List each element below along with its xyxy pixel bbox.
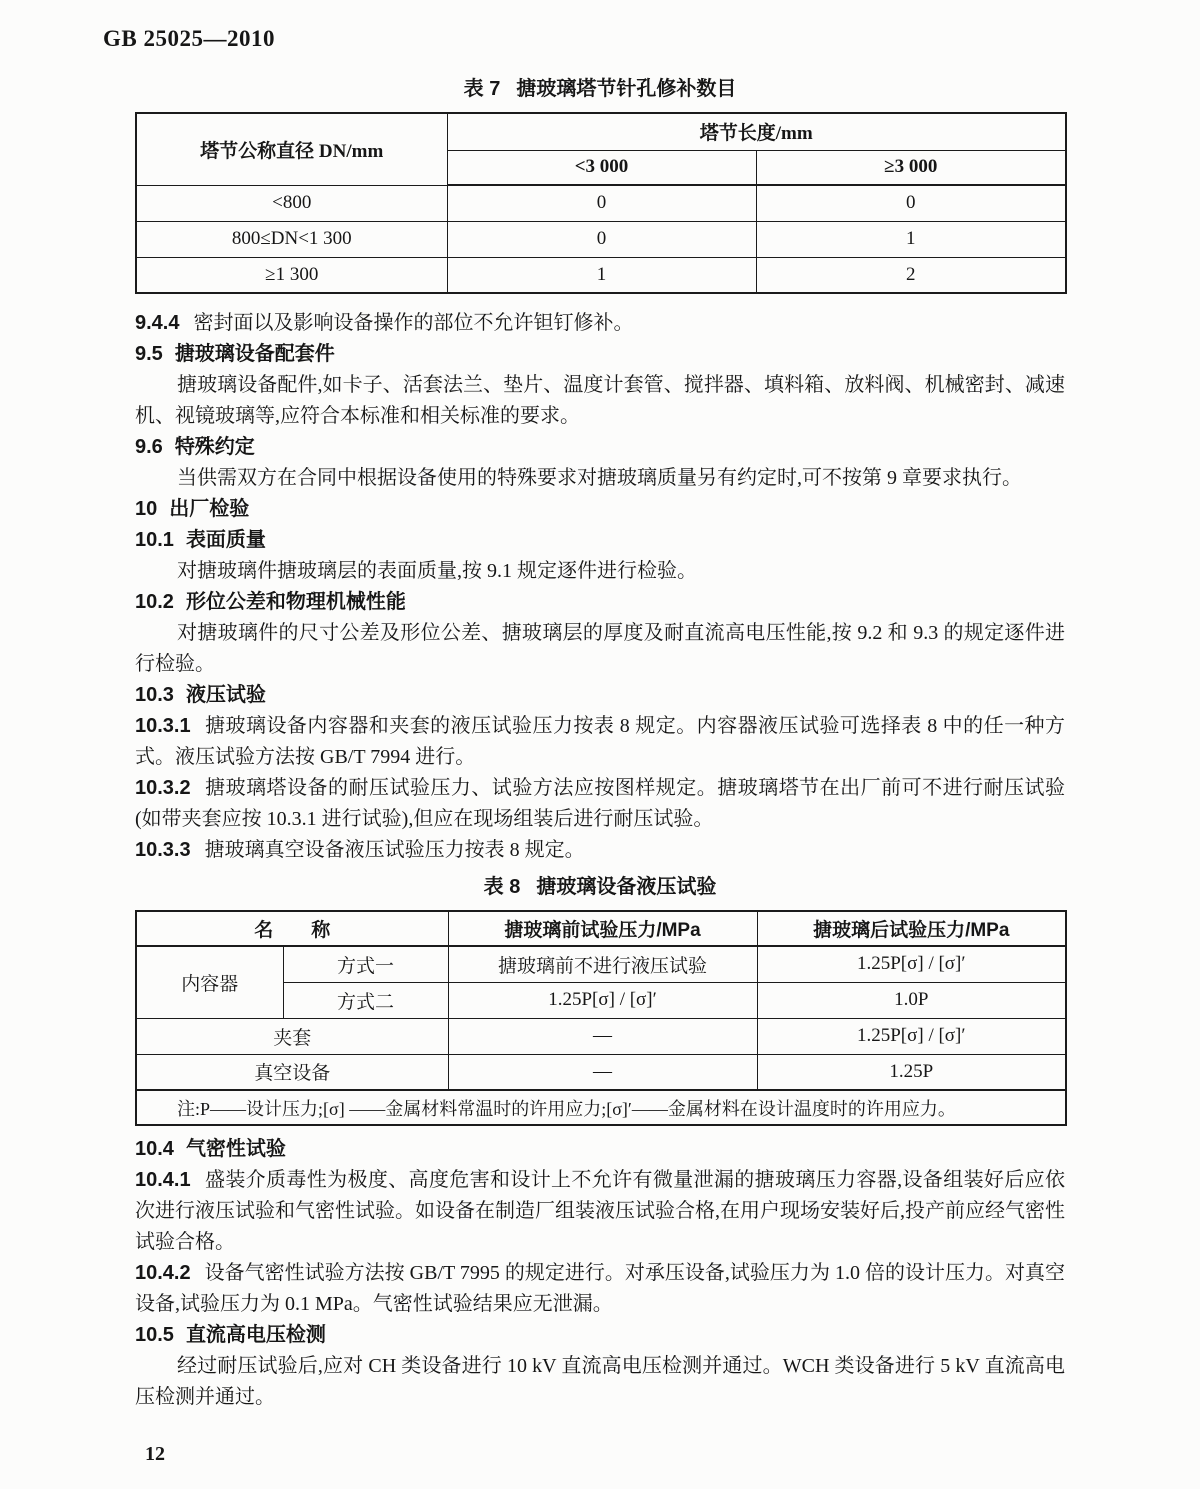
table7-number: 表 7	[463, 78, 501, 100]
table7-row	[136, 185, 1066, 221]
table7-cell-ge: 2	[756, 257, 1066, 293]
heading-10-3	[135, 680, 1065, 711]
table8-cell-mode2-pre: 1.25P[σ] / [σ]′	[448, 982, 757, 1018]
table7-cell-dn: <800	[136, 185, 447, 221]
clause-number: 10.3.1	[135, 715, 191, 737]
table8-cell-inner-vessel: 内容器	[136, 946, 283, 1018]
heading-number: 9.5	[135, 343, 163, 365]
table8-number: 表 8	[483, 876, 521, 898]
table7-cell-lt: 1	[447, 257, 756, 293]
heading-number: 10.3	[135, 684, 174, 706]
table8-row-mode1	[136, 946, 1066, 982]
heading-number: 10.4	[135, 1138, 174, 1160]
chapter-text: 出厂检验	[169, 498, 250, 520]
paragraph: 经过耐压试验后,应对 CH 类设备进行 10 kV 直流高电压检测并通过。WCH 类设备进行 5 kV 直流高电压检测并通过。	[135, 1355, 1065, 1408]
clause-10-4-1	[135, 1165, 1065, 1258]
table7-cell-lt: 0	[447, 185, 756, 221]
clause-number: 10.3.2	[135, 777, 191, 799]
body-section-2	[135, 1134, 1065, 1413]
table8-note: 注:P——设计压力;[σ] ——金属材料常温时的许用应力;[σ]′——金属材料在设计温度时的许用应力。	[136, 1090, 1066, 1125]
heading-text: 表面质量	[185, 529, 266, 551]
heading-text: 直流高电压检测	[185, 1324, 326, 1346]
clause-number: 10.3.3	[135, 839, 191, 861]
table7-caption: 搪玻璃塔节针孔修补数目	[516, 78, 737, 100]
table8-cell-jacket-post: 1.25P[σ] / [σ]′	[757, 1018, 1066, 1054]
table7-cell-ge: 0	[756, 185, 1066, 221]
chapter-10	[135, 494, 1065, 525]
clause-text: 搪玻璃真空设备液压试验压力按表 8 规定。	[204, 839, 585, 861]
table8-header-post: 搪玻璃后试验压力/MPa	[757, 911, 1066, 946]
heading-9-5	[135, 339, 1065, 370]
table8-cell-mode1-post: 1.25P[σ] / [σ]′	[757, 946, 1066, 982]
clause-number: 9.4.4	[135, 312, 180, 334]
table8-cell-vacuum-pre: —	[448, 1054, 757, 1090]
table7-header-diameter: 塔节公称直径 DN/mm	[136, 113, 447, 185]
paragraph: 搪玻璃设备配件,如卡子、活套法兰、垫片、温度计套管、搅拌器、填料箱、放料阀、机械密封、减速机、视镜玻璃等,应符合本标准和相关标准的要求。	[135, 374, 1065, 427]
chapter-number: 10	[135, 498, 158, 520]
table8-cell-jacket: 夹套	[136, 1018, 448, 1054]
table8-cell-jacket-pre: —	[448, 1018, 757, 1054]
table8-cell-mode1: 方式一	[283, 946, 448, 982]
clause-10-3-1	[135, 711, 1065, 773]
table8-caption: 搪玻璃设备液压试验	[536, 876, 717, 898]
table7-cell-dn: 800≤DN<1 300	[136, 221, 447, 257]
heading-number: 10.5	[135, 1324, 174, 1346]
heading-10-1	[135, 525, 1065, 556]
table8-cell-mode2-post: 1.0P	[757, 982, 1066, 1018]
heading-9-6	[135, 432, 1065, 463]
table8-note-row	[136, 1090, 1066, 1125]
table8-cell-vacuum-post: 1.25P	[757, 1054, 1066, 1090]
table8-cell-mode1-pre: 搪玻璃前不进行液压试验	[448, 946, 757, 982]
heading-text: 气密性试验	[185, 1138, 286, 1160]
table8-row-vacuum	[136, 1054, 1066, 1090]
table7-subheader-ge3000: ≥3 000	[756, 150, 1066, 185]
clause-text: 设备气密性试验方法按 GB/T 7995 的规定进行。对承压设备,试验压力为 1.0 倍的设计压力。对真空设备,试验压力为 0.1 MPa。气密性试验结果应无泄漏。	[135, 1262, 1065, 1315]
table8-cell-vacuum: 真空设备	[136, 1054, 448, 1090]
clause-10-3-3	[135, 835, 1065, 866]
table7-header-length: 塔节长度/mm	[447, 113, 1066, 150]
paragraph: 对搪玻璃件的尺寸公差及形位公差、搪玻璃层的厚度及耐直流高电压性能,按 9.2 和 9.3 的规定逐件进行检验。	[135, 622, 1065, 675]
table7-row	[136, 221, 1066, 257]
page-number: 12	[145, 1443, 165, 1465]
clause-text: 盛装介质毒性为极度、高度危害和设计上不允许有微量泄漏的搪玻璃压力容器,设备组装好后应依次进行液压试验和气密性试验。如设备在制造厂组装液压试验合格,在用户现场安装好后,投产前应经气密性试验合格。	[135, 1169, 1065, 1253]
table8-row-jacket	[136, 1018, 1066, 1054]
heading-10-2	[135, 587, 1065, 618]
table8-title	[135, 874, 1065, 900]
table7-cell-dn: ≥1 300	[136, 257, 447, 293]
heading-10-5	[135, 1320, 1065, 1351]
clause-number: 10.4.2	[135, 1262, 191, 1284]
body-section-1	[135, 308, 1065, 866]
clause-text: 密封面以及影响设备操作的部位不允许钽钉修补。	[193, 312, 634, 334]
clause-text: 搪玻璃塔设备的耐压试验压力、试验方法应按图样规定。搪玻璃塔节在出厂前可不进行耐压试验(如带夹套应按 10.3.1 进行试验),但应在现场组装后进行耐压试验。	[135, 777, 1065, 830]
clause-10-3-2	[135, 773, 1065, 835]
table8-header-name: 名 称	[136, 911, 448, 946]
table8-cell-mode2: 方式二	[283, 982, 448, 1018]
table8-header-pre: 搪玻璃前试验压力/MPa	[448, 911, 757, 946]
heading-text: 形位公差和物理机械性能	[185, 591, 406, 613]
table7-cell-lt: 0	[447, 221, 756, 257]
paragraph: 当供需双方在合同中根据设备使用的特殊要求对搪玻璃质量另有约定时,可不按第 9 章要求执行。	[177, 467, 1022, 489]
heading-text: 搪玻璃设备配套件	[174, 343, 335, 365]
clause-text: 搪玻璃设备内容器和夹套的液压试验压力按表 8 规定。内容器液压试验可选择表 8 中的任一种方式。液压试验方法按 GB/T 7994 进行。	[135, 715, 1065, 768]
clause-number: 10.4.1	[135, 1169, 191, 1191]
table7-cell-ge: 1	[756, 221, 1066, 257]
standard-code-header: GB 25025—2010	[103, 26, 275, 51]
heading-number: 10.2	[135, 591, 174, 613]
table7-subheader-lt3000: <3 000	[447, 150, 756, 185]
table8	[135, 910, 1067, 1126]
heading-text: 液压试验	[185, 684, 266, 706]
clause-9-4-4	[135, 308, 1065, 339]
heading-number: 9.6	[135, 436, 163, 458]
table7	[135, 112, 1067, 294]
table7-row	[136, 257, 1066, 293]
heading-text: 特殊约定	[174, 436, 255, 458]
heading-10-4	[135, 1134, 1065, 1165]
heading-number: 10.1	[135, 529, 174, 551]
paragraph: 对搪玻璃件搪玻璃层的表面质量,按 9.1 规定逐件进行检验。	[177, 560, 697, 582]
page-content	[103, 26, 1065, 1413]
clause-10-4-2	[135, 1258, 1065, 1320]
table7-title	[135, 76, 1065, 102]
